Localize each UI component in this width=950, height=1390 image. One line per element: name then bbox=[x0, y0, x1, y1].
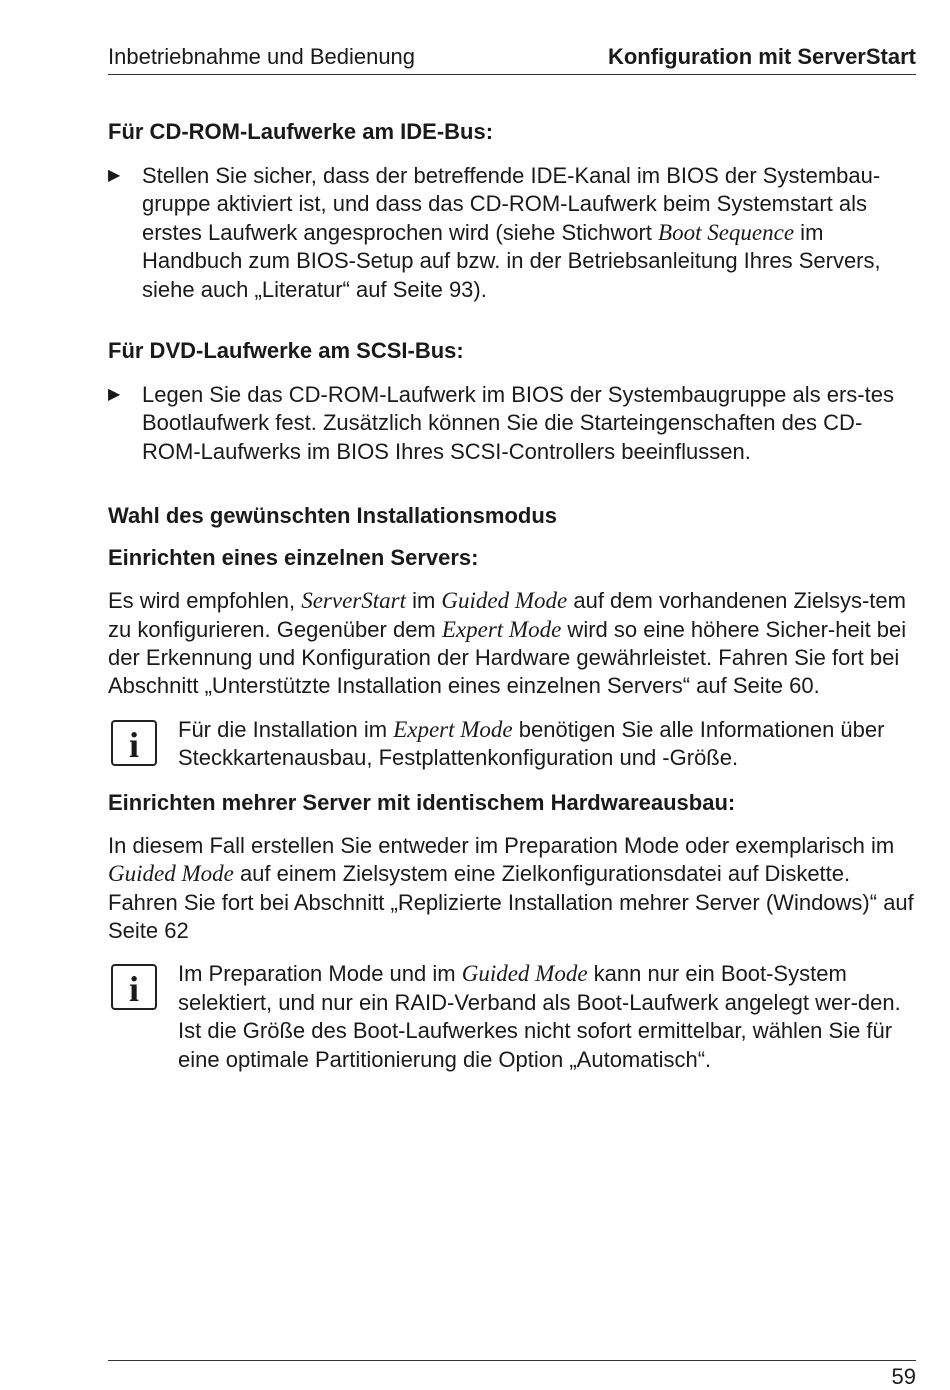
info-icon: i bbox=[111, 964, 157, 1010]
heading-installation-mode: Wahl des gewünschten Installationsmodus bbox=[108, 503, 558, 529]
bullet-cd-rom-text: Stellen Sie sicher, dass der betreffende IDE-Kanal im BIOS der Systembau-gruppe aktiviert ist, und dass das CD-ROM-Laufwerk beim Systemstart als erstes Laufwerk angesprochen wird (siehe Stichwort Boot Sequence im Handbuch zum BIOS-Setup auf bzw. in der Betriebsanleitung Ihres Servers, siehe auch „Literatur“ auf Seite 93). bbox=[142, 163, 881, 302]
page-header bbox=[108, 42, 916, 75]
info-note-expert-mode bbox=[108, 716, 916, 773]
info-note-preparation-mode bbox=[108, 960, 916, 1074]
heading-single-server: Einrichten eines einzelnen Servers: bbox=[108, 545, 479, 571]
info-note-preparation-text: Im Preparation Mode und im Guided Mode kann nur ein Boot-System selektiert, und nur ein RAID-Verband als Boot-Laufwerk angelegt wer-den. Ist die Größe des Boot-Laufwerkes nicht sofort ermittelbar, wählen Sie für eine optimale Partitionierung die Option „Automatisch“. bbox=[178, 961, 901, 1072]
bullet-arrow-icon: ▶ bbox=[108, 386, 121, 404]
bullet-arrow-icon: ▶ bbox=[108, 167, 121, 184]
paragraph-single-server: Es wird empfohlen, ServerStart im Guided Mode auf dem vorhandenen Zielsys-tem zu konfigurieren. Gegenüber dem Expert Mode wird so eine höhere Sicher-heit bei der Erkennung und Konfiguration der Hardware gewährleistet. Fahren Sie fort bei Abschnitt „Unterstützte Installation eines einzelnen Servers“ auf Seite 60. bbox=[108, 588, 907, 699]
bullet-dvd bbox=[108, 381, 916, 466]
heading-dvd: Für DVD-Laufwerke am SCSI-Bus: bbox=[108, 338, 464, 364]
bullet-cd-rom bbox=[108, 162, 916, 304]
bullet-dvd-text: Legen Sie das CD-ROM-Laufwerk im BIOS der Systembaugruppe als ers-tes Bootlaufwerk fest. Zusätzlich können Sie die Starteingenschaften des CD-ROM-Laufwerks im BIOS Ihres SCSI-Controllers beeinflussen. bbox=[142, 382, 894, 464]
page-number: 59 bbox=[891, 1364, 916, 1389]
header-chapter: Inbetriebnahme und Bedienung bbox=[108, 44, 416, 69]
info-icon: i bbox=[111, 720, 157, 766]
page-content bbox=[108, 118, 916, 1074]
info-note-expert-text: Für die Installation im Expert Mode benötigen Sie alle Informationen über Steckkartenausbau, Festplattenkonfiguration und -Größe. bbox=[178, 716, 885, 771]
heading-cd-rom: Für CD-ROM-Laufwerke am IDE-Bus: bbox=[108, 119, 494, 144]
heading-multi-server: Einrichten mehrer Server mit identischem Hardwareausbau: bbox=[108, 789, 736, 815]
header-section: Konfiguration mit ServerStart bbox=[607, 44, 916, 69]
paragraph-multi-server: In diesem Fall erstellen Sie entweder im Preparation Mode oder exemplarisch im Guided Mode auf einem Zielsystem eine Zielkonfigurationsdatei auf Diskette. Fahren Sie fort bei Abschnitt „Replizierte Installation mehrer Server (Windows)“ auf Seite 62 bbox=[108, 832, 914, 943]
footer-rule bbox=[108, 1360, 916, 1361]
